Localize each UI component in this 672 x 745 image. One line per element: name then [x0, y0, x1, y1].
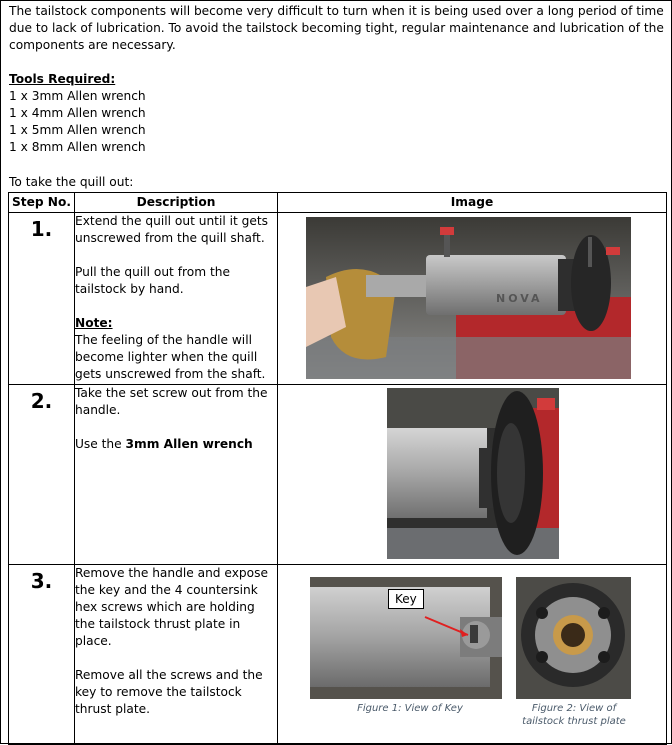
intro-paragraph: The tailstock components will become very difficult to turn when it is being used over a long period of time due to lack of lubrication. To avoid the tailstock becoming tight, regular maintenance and lubrication of the components are necessary.	[9, 4, 664, 52]
step-text: Remove the handle and expose the key and the 4 countersink hex screws which are holding the tailstock thrust plate in place.	[75, 566, 268, 648]
step-text: Pull the quill out from the tailstock by hand.	[75, 265, 230, 296]
steps-table	[8, 192, 667, 745]
step-number: 3.	[30, 569, 53, 593]
step-description	[75, 565, 278, 745]
step-number: 1.	[30, 217, 53, 241]
table-row	[9, 565, 667, 745]
tool-item: 1 x 5mm Allen wrench	[9, 123, 146, 137]
figure2-caption: Figure 2: View of tailstock thrust plate	[522, 703, 626, 727]
tool-item: 1 x 8mm Allen wrench	[9, 140, 146, 154]
header-image: Image	[278, 193, 667, 213]
tool-emphasis: 3mm Allen wrench	[125, 437, 253, 451]
header-description: Description	[75, 193, 278, 213]
step-text: Take the set screw out from the handle.	[75, 386, 268, 417]
table-row	[9, 213, 667, 385]
table-row	[9, 385, 667, 565]
note-heading: Note:	[75, 316, 113, 330]
step-description	[75, 213, 278, 385]
header-step-no: Step No.	[9, 193, 75, 213]
key-callout: Key	[388, 589, 424, 609]
step-text: Extend the quill out until it gets unscrewed from the quill shaft.	[75, 214, 269, 245]
step2-photo	[387, 388, 559, 559]
tools-heading: Tools Required:	[9, 72, 116, 86]
brand-lettering: NOVA	[496, 292, 543, 305]
note-text: The feeling of the handle will become lighter when the quill gets unscrewed from the shaft.	[75, 333, 266, 381]
quill-intro: To take the quill out:	[9, 175, 134, 189]
step-number: 2.	[30, 389, 53, 413]
step1-photo	[306, 217, 631, 379]
figure1-photo	[310, 577, 502, 699]
step-text: Use the	[75, 437, 126, 451]
table-header-row	[9, 193, 667, 213]
tool-item: 1 x 3mm Allen wrench	[9, 89, 146, 103]
figure1-caption: Figure 1: View of Key	[357, 703, 463, 714]
figure2-photo	[516, 577, 631, 699]
step-text: Remove all the screws and the key to remove the tailstock thrust plate.	[75, 668, 263, 716]
tool-item: 1 x 4mm Allen wrench	[9, 106, 146, 120]
step-description	[75, 385, 278, 565]
